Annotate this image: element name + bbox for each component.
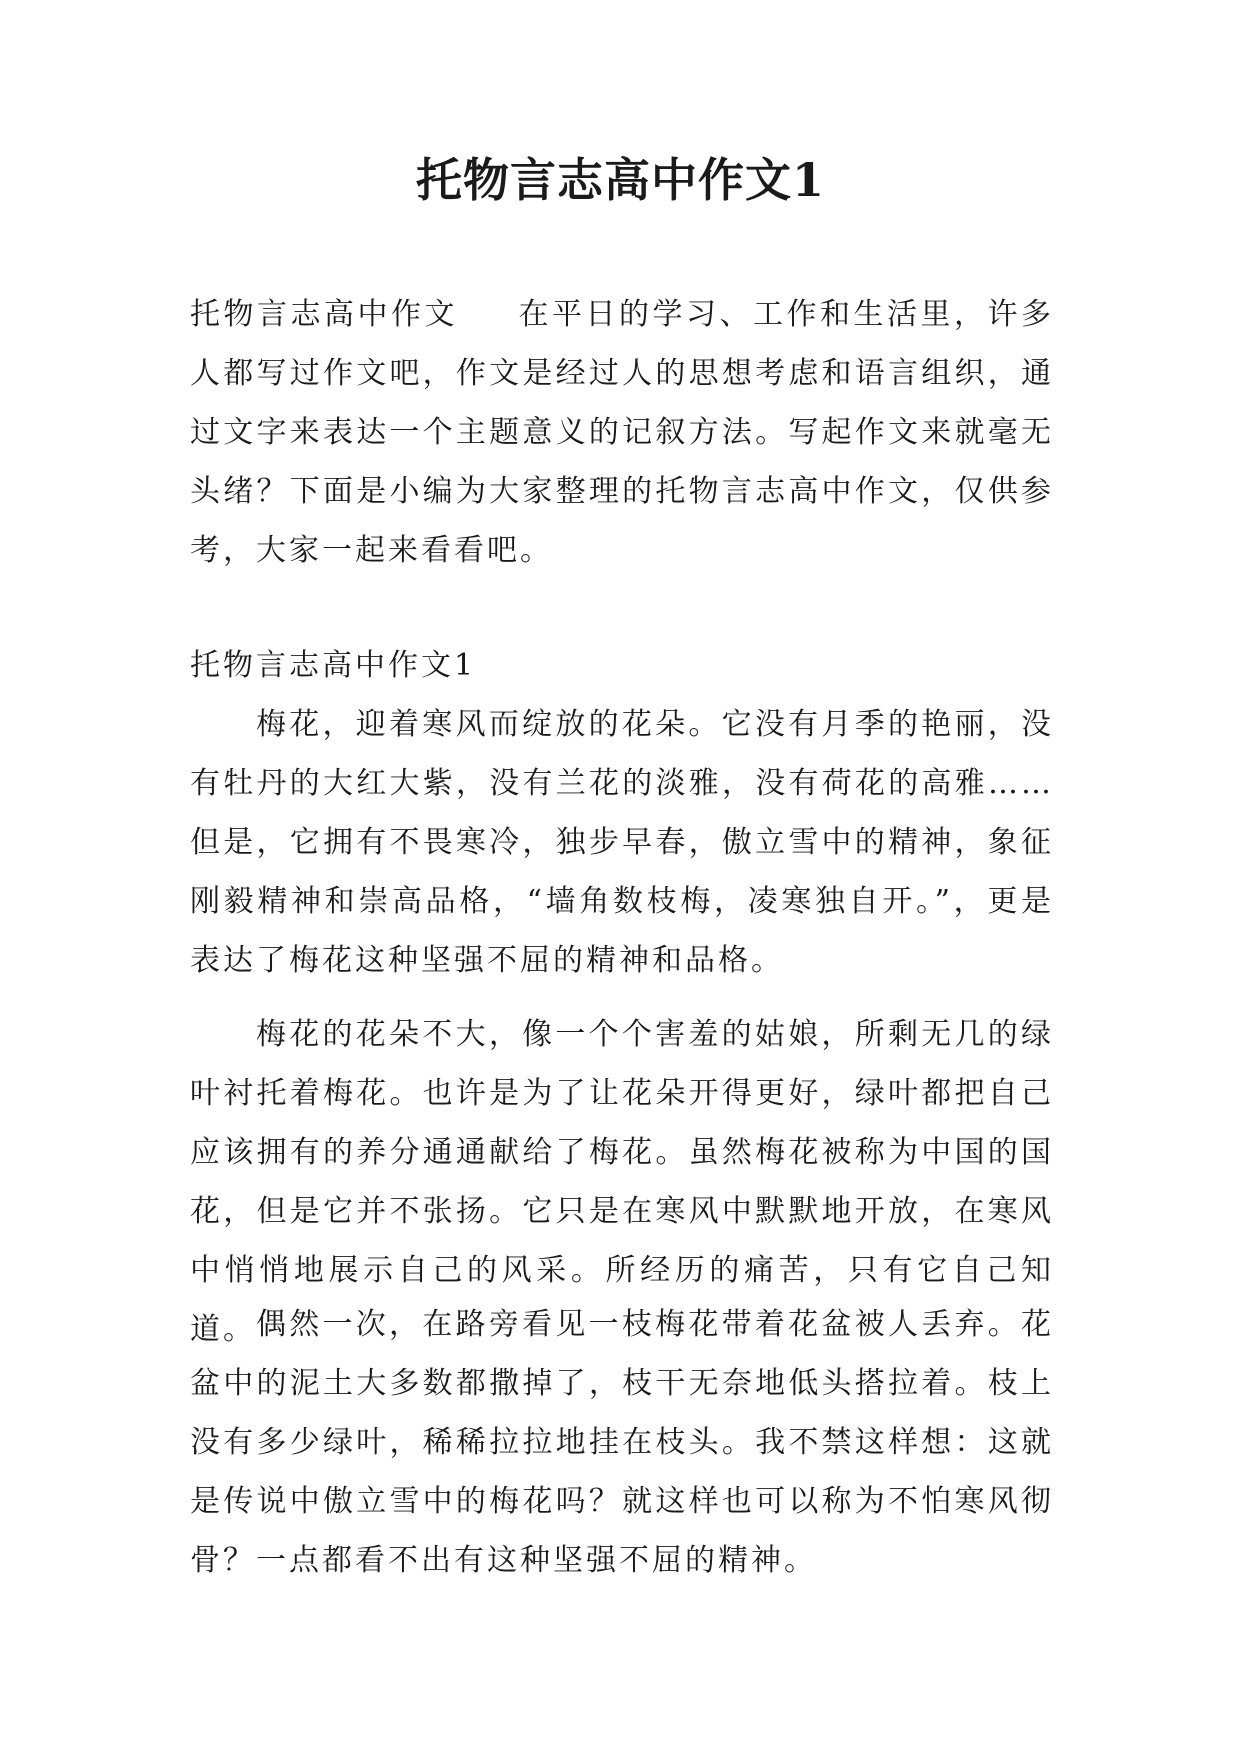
essay-paragraph-3: 偶然一次，在路旁看见一枝梅花带着花盆被人丢弃。花盆中的泥土大多数都撒掉了，枝干无奈地低头搭拉着。枝上没有多少绿叶，稀稀拉拉地挂在枝头。我不禁这样想：这就是传说中傲立雪中的梅花吗？就这样也可以称为不怕寒风彻骨？一点都看不出有这种坚强不屈的精神。: [190, 1307, 1054, 1578]
intro-label: 托物言志高中作文: [190, 297, 458, 332]
essay-paragraph-1: 梅花，迎着寒风而绽放的花朵。它没有月季的艳丽，没有牡丹的大红大紫，没有兰花的淡雅，没有荷花的高雅……但是，它拥有不畏寒冷，独步早春，傲立雪中的精神，象征刚毅精神和崇高品格，“墙角数枝梅，凌寒独自开。”，更是表达了梅花这种坚强不屈的精神和品格。: [190, 707, 1054, 978]
document-title: 托物言志高中作文1: [415, 153, 825, 207]
section-heading: 托物言志高中作文1: [190, 648, 477, 683]
intro-paragraph: [190, 285, 1054, 580]
intro-text: 在平日的学习、工作和生活里，许多人都写过作文吧，作文是经过人的思想考虑和语言组织，通过文字来表达一个主题意义的记叙方法。写起作文来就毫无头绪？下面是小编为大家整理的托物言志高中作文，仅供参考，大家一起来看看吧。: [190, 297, 1054, 568]
essay-paragraph-2: 梅花的花朵不大，像一个个害羞的姑娘，所剩无几的绿叶衬托着梅花。也许是为了让花朵开得更好，绿叶都把自己应该拥有的养分通通献给了梅花。虽然梅花被称为中国的国花，但是它并不张扬。它只是在寒风中默默地开放，在寒风中悄悄地展示自己的风采。所经历的痛苦，只有它自己知道。: [190, 1017, 1054, 1347]
